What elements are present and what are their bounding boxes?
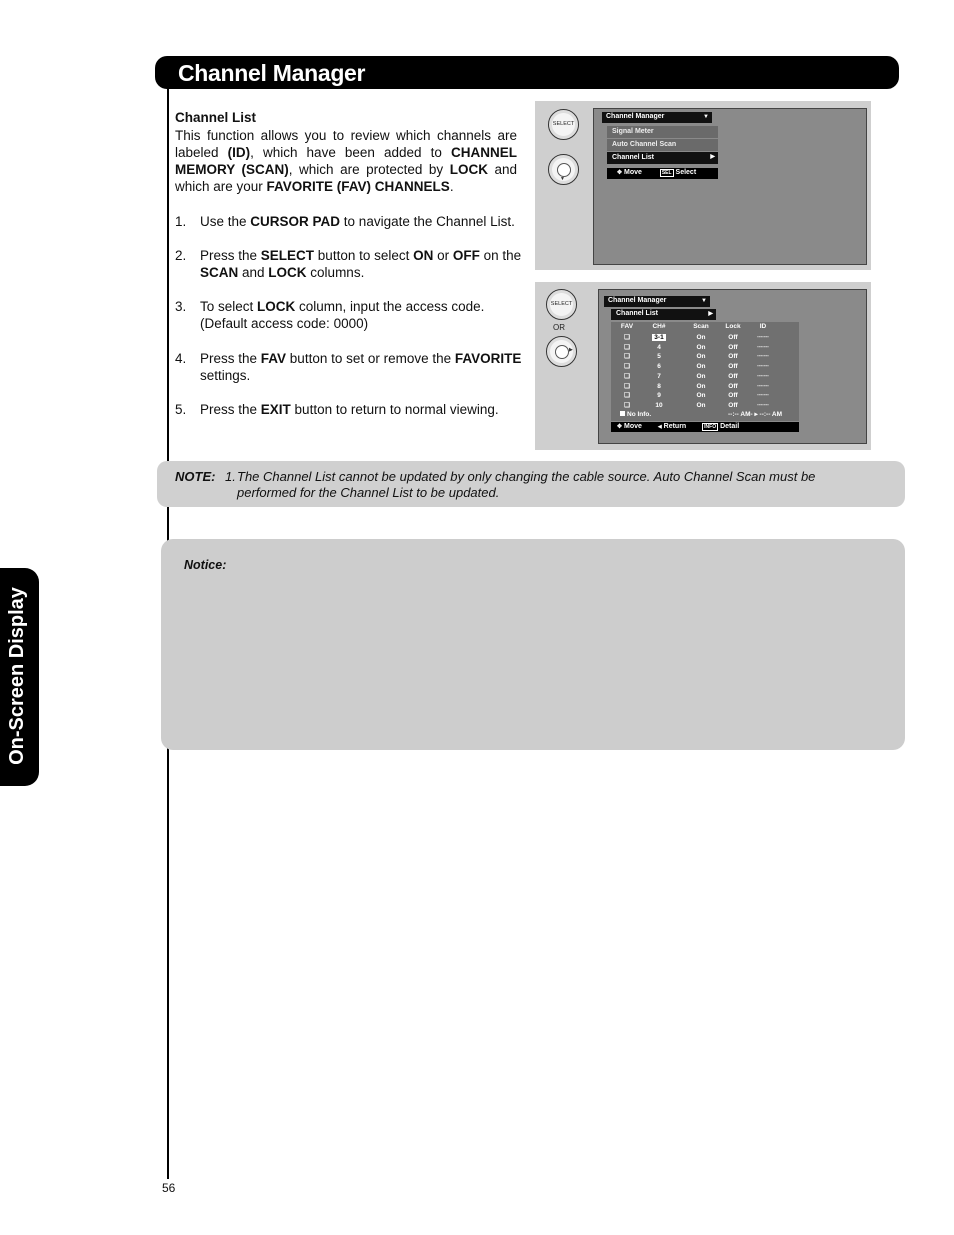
step-5-l0-run-1: EXIT: [260, 402, 291, 417]
col-header-scan: Scan: [693, 323, 709, 330]
table-row: [611, 362, 799, 372]
ch-cell: 9: [657, 392, 661, 400]
step-5: [175, 401, 525, 418]
cursor-pad-graphic: [548, 154, 579, 185]
triangle-down-icon-2: ▼: [701, 298, 707, 304]
select-button-label: SELECT: [552, 121, 575, 127]
step-number: 5.: [175, 402, 187, 417]
fav-checkbox-icon: ❏: [624, 334, 630, 341]
notice-box: [161, 539, 905, 750]
screen2-footer: [611, 422, 799, 432]
intro-run-6: and which are your: [175, 162, 518, 194]
step-4-l0-run-1: FAV: [260, 351, 287, 366]
step-2-l0-run-0: Press the: [200, 248, 261, 263]
id-cell: -------: [757, 372, 769, 379]
triangle-right-icon-2: ▶: [708, 311, 713, 317]
notice-label: Notice:: [184, 558, 227, 572]
table-row: [611, 352, 799, 362]
intro-run-8: .: [449, 179, 454, 194]
submenu-channel-list: Channel List ▶: [611, 309, 716, 320]
triangle-right-icon: ▶: [710, 154, 715, 160]
ch-cell: 5: [657, 353, 661, 361]
menu-title-channel-manager-2: [604, 296, 710, 307]
ch-cell: 6: [657, 363, 661, 371]
step-2-l0-run-2: button to select: [314, 248, 414, 263]
cursor-right-icon: ▶: [569, 347, 573, 353]
intro-run-2: , which have been added to: [250, 145, 451, 160]
id-cell: -------: [757, 353, 769, 360]
step-2-l0-run-1: SELECT: [260, 248, 315, 263]
step-1-l0-run-2: to navigate the Channel List.: [340, 214, 515, 229]
lock-cell: Off: [728, 372, 738, 380]
note-number: 1.: [225, 469, 236, 484]
fav-checkbox-icon: ❏: [624, 353, 630, 361]
ch-cell: 7: [657, 372, 661, 380]
intro-run-4: , which are protected by: [288, 162, 450, 177]
no-info-row: [620, 410, 651, 420]
page-number: 56: [162, 1181, 176, 1195]
col-header-fav: FAV: [620, 323, 634, 330]
scan-cell: On: [696, 401, 706, 409]
cursor-pad-graphic-2: [546, 336, 577, 367]
move-arrows-icon: ✥: [617, 170, 623, 176]
step-2-l0-run-3: ON: [413, 248, 434, 263]
step-4-line: [175, 367, 525, 384]
step-3: [175, 298, 525, 332]
step-2-l0-run-5: OFF: [452, 248, 480, 263]
intro-run-1: (ID): [227, 145, 251, 160]
fav-checkbox-icon: ❏: [624, 363, 630, 371]
intro-run-5: LOCK: [449, 162, 488, 177]
move-arrows-icon-2: ✥: [617, 424, 623, 430]
ch-cell: 4: [657, 343, 661, 351]
cursor-down-icon: ▼: [560, 176, 565, 182]
menu-item-auto-channel-scan: Auto Channel Scan: [607, 139, 718, 151]
selected-channel: 3-1: [654, 334, 664, 341]
note-label: NOTE:: [175, 469, 216, 484]
cursor-pad-center-icon-2: [555, 345, 569, 359]
sel-key-icon: SEL: [661, 170, 672, 176]
intro-run-0: This function allows you to review which channels are labeled: [175, 128, 517, 160]
ch-cell: 10: [655, 401, 663, 409]
screen1-footer: [607, 168, 718, 179]
or-label: OR: [553, 323, 565, 332]
menu-title-text: Channel Manager: [606, 113, 665, 120]
id-cell: -------: [757, 392, 769, 399]
step-4: [175, 350, 525, 384]
ch-cell: [647, 333, 671, 343]
step-4-l0-run-2: button to set or remove the: [286, 351, 455, 366]
scan-cell: On: [696, 363, 706, 371]
return-arrow-icon: ◀: [657, 424, 662, 430]
triangle-down-icon: ▼: [703, 114, 709, 120]
step-number: 2.: [175, 248, 187, 263]
step-2-l0-run-6: on the: [479, 248, 522, 263]
scan-cell: On: [696, 334, 706, 341]
lock-cell: Off: [728, 334, 738, 341]
step-5-line: [175, 401, 525, 418]
step-2: [175, 247, 525, 281]
menu-item-signal-meter: Signal Meter: [607, 126, 718, 138]
step-number: 3.: [175, 299, 187, 314]
lock-cell: Off: [728, 401, 738, 409]
col-header-id: ID: [759, 323, 767, 330]
info-key-icon: INFO: [704, 424, 717, 430]
lock-cell: Off: [728, 353, 738, 361]
id-cell: -------: [757, 401, 769, 408]
footer-move-label: Move: [623, 169, 642, 176]
step-1-line: [175, 213, 525, 230]
step-2-l1-run-0: SCAN: [200, 265, 239, 280]
fav-checkbox-icon: ❏: [624, 382, 630, 390]
table-row: [611, 372, 799, 382]
cursor-pad-center-icon: [557, 163, 571, 177]
step-number: 1.: [175, 214, 187, 229]
note-text: The Channel List cannot be updated by only changing the cable source. Auto Channel Scan must be performed for the Channel List to be updated.: [237, 469, 816, 500]
lock-cell: Off: [728, 343, 738, 351]
fav-checkbox-icon: ❏: [624, 392, 630, 400]
fav-checkbox-icon: ❏: [624, 372, 630, 380]
id-cell: -------: [757, 382, 769, 389]
step-5-l0-run-2: button to return to normal viewing.: [290, 402, 499, 417]
step-3-l0-run-0: To select: [200, 299, 258, 314]
step-1: [175, 213, 525, 230]
footer-select-label: Select: [675, 169, 697, 176]
ch-cell: 8: [657, 382, 661, 390]
lock-cell: Off: [728, 382, 738, 390]
select-button-graphic: [548, 109, 579, 140]
footer-return-label: Return: [663, 423, 687, 430]
step-4-l0-run-0: Press the: [200, 351, 261, 366]
step-1-l0-run-1: CURSOR PAD: [250, 214, 341, 229]
intro-paragraph: [175, 127, 517, 195]
table-row: [611, 382, 799, 392]
step-3-line: [175, 315, 525, 332]
step-3-line: [175, 298, 525, 315]
lock-cell: Off: [728, 392, 738, 400]
id-cell: -------: [757, 343, 769, 350]
table-row: [611, 391, 799, 401]
step-2-l0-run-4: or: [433, 248, 453, 263]
step-2-l1-run-2: LOCK: [268, 265, 307, 280]
step-5-l0-run-0: Press the: [200, 402, 261, 417]
col-header-ch: CH#: [652, 323, 666, 330]
id-cell: -------: [757, 334, 769, 340]
no-info-label: No Info.: [627, 411, 652, 418]
step-2-l1-run-3: columns.: [306, 265, 365, 280]
step-3-l0-run-1: LOCK: [257, 299, 296, 314]
menu-title-text-2: Channel Manager: [608, 297, 667, 304]
scan-cell: On: [696, 372, 706, 380]
menu-item-channel-list: Channel List ▶: [607, 152, 718, 164]
select-button-graphic-2: [546, 289, 577, 320]
scan-cell: On: [696, 343, 706, 351]
menu-title-channel-manager: [602, 112, 712, 123]
info-square-icon: [620, 411, 625, 416]
id-cell: -------: [757, 363, 769, 370]
scan-cell: On: [696, 392, 706, 400]
step-number: 4.: [175, 351, 187, 366]
col-header-lock: Lock: [725, 323, 741, 330]
intro-run-3: CHANNEL MEMORY (SCAN): [175, 145, 517, 177]
section-heading: Channel List: [175, 110, 257, 125]
lock-cell: Off: [728, 363, 738, 371]
footer-move-label-2: Move: [623, 423, 642, 430]
step-4-line: [175, 350, 525, 367]
intro-run-7: FAVORITE (FAV) CHANNELS: [266, 179, 450, 194]
step-4-l0-run-3: FAVORITE: [454, 351, 522, 366]
step-3-l1-run-0: (Default access code: 0000): [200, 316, 369, 331]
select-button-label-2: SELECT: [550, 301, 573, 307]
page-title: Channel Manager: [178, 60, 366, 86]
footer-detail-label: Detail: [720, 423, 740, 430]
step-1-l0-run-0: Use the: [200, 214, 251, 229]
step-4-l1-run-0: settings.: [200, 368, 251, 383]
table-row: [611, 343, 799, 353]
table-row: [611, 333, 799, 343]
fav-checkbox-icon: ❏: [624, 401, 630, 409]
step-2-line: [175, 264, 525, 281]
fav-checkbox-icon: ❏: [624, 343, 630, 351]
time-range-label: --:-- AM- ▸ --:-- AM: [728, 411, 783, 418]
step-2-l1-run-1: and: [238, 265, 269, 280]
scan-cell: On: [696, 382, 706, 390]
scan-cell: On: [696, 353, 706, 361]
step-2-line: [175, 247, 525, 264]
step-3-l0-run-2: column, input the access code.: [295, 299, 485, 314]
side-tab-label: On-Screen Display: [6, 587, 28, 765]
